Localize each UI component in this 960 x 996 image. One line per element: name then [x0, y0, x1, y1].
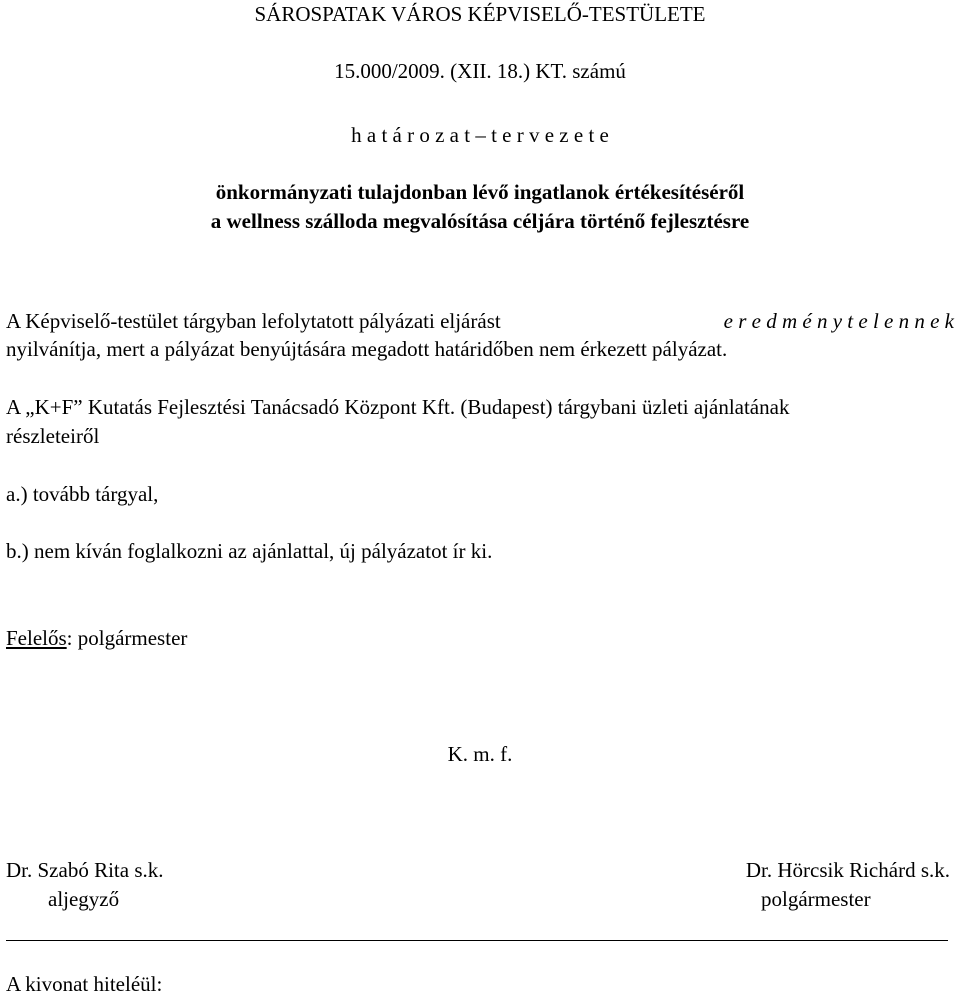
option-b: b.) nem kíván foglalkozni az ajánlattal, új pályázatot ír ki.: [6, 539, 493, 563]
separator-line: [6, 940, 948, 941]
signature-right-name: Dr. Hörcsik Richárd s.k.: [745, 858, 950, 882]
certified-label: A kivonat hiteléül:: [6, 972, 163, 996]
responsible-value: : polgármester: [66, 626, 188, 650]
subject-line-1: önkormányzati tulajdonban lévő ingatlanok értékesítéséről: [215, 180, 745, 204]
signature-right-title: polgármester: [761, 887, 871, 911]
signature-left-name: Dr. Szabó Rita s.k.: [6, 858, 164, 882]
document-type: h a t á r o z a t – t e r v e z e t e: [351, 123, 609, 147]
paragraph-1-start: A Képviselő-testület tárgyban lefolytatott pályázati eljárást: [6, 309, 501, 333]
signature-left-title: aljegyző: [48, 887, 120, 911]
subject-line-2: a wellness szálloda megvalósítása céljára történő fejlesztésre: [210, 209, 750, 233]
closing-kmf: K. m. f.: [447, 742, 513, 766]
paragraph-1-emphasis: e r e d m é n y t e l e n n e k: [723, 309, 954, 333]
responsible-label: Felelős: [6, 626, 67, 650]
paragraph-2-line-1: A „K+F” Kutatás Fejlesztési Tanácsadó Központ Kft. (Budapest) tárgybani üzleti ajánlatának: [6, 395, 790, 419]
council-title: SÁROSPATAK VÁROS KÉPVISELŐ-TESTÜLETE: [254, 2, 706, 26]
paragraph-1-line-2: nyilvánítja, mert a pályázat benyújtására megadott határidőben nem érkezett pályázat.: [6, 337, 728, 361]
responsible: [6, 628, 187, 649]
paragraph-2-line-2: részleteiről: [6, 424, 100, 448]
option-a: a.) tovább tárgyal,: [6, 482, 159, 506]
resolution-number: 15.000/2009. (XII. 18.) KT. számú: [334, 59, 626, 83]
paragraph-1-line-1: [6, 311, 954, 332]
